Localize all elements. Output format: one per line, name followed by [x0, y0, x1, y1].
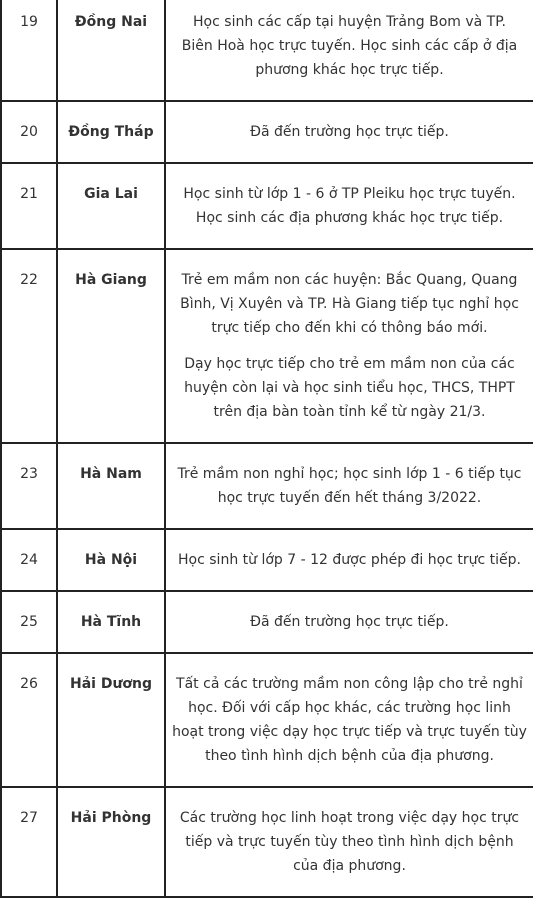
- row-number: 21: [1, 163, 57, 249]
- status-paragraph: Dạy học trực tiếp cho trẻ em mầm non của các huyện còn lại và học sinh tiểu học, THCS, THPT trên địa bàn toàn tỉnh kể từ ngày 21/3.: [184, 356, 515, 420]
- province-name: Hà Nội: [57, 529, 165, 591]
- status-paragraph: Đã đến trường học trực tiếp.: [250, 614, 449, 630]
- table-row: [1, 591, 533, 653]
- schooling-status: [165, 653, 533, 787]
- table-row: [1, 443, 533, 529]
- status-paragraph: Tất cả các trường mầm non công lập cho trẻ nghỉ học. Đối với cấp học khác, các trường học linh hoạt trong việc dạy học trực tiếp và trực tuyến tùy theo tình hình dịch bệnh của địa phương.: [172, 676, 527, 764]
- status-paragraph: Học sinh từ lớp 1 - 6 ở TP Pleiku học trực tuyến. Học sinh các địa phương khác học trực tiếp.: [183, 186, 516, 226]
- schooling-status: [165, 163, 533, 249]
- row-number: 20: [1, 101, 57, 163]
- status-paragraph: Trẻ mầm non nghỉ học; học sinh lớp 1 - 6 tiếp tục học trực tuyến đến hết tháng 3/2022.: [177, 466, 522, 506]
- row-number: 19: [1, 0, 57, 101]
- schooling-status: [165, 101, 533, 163]
- table-row: [1, 653, 533, 787]
- province-name: Hà Giang: [57, 249, 165, 443]
- table-row: [1, 163, 533, 249]
- province-name: Hải Phòng: [57, 787, 165, 897]
- status-paragraph: Học sinh các cấp tại huyện Trảng Bom và TP. Biên Hoà học trực tuyến. Học sinh các cấp ở địa phương khác học trực tiếp.: [181, 14, 518, 78]
- table-row: [1, 787, 533, 897]
- table-row: [1, 101, 533, 163]
- row-number: 26: [1, 653, 57, 787]
- schooling-status: [165, 787, 533, 897]
- schooling-status: [165, 529, 533, 591]
- status-paragraph: Học sinh từ lớp 7 - 12 được phép đi học trực tiếp.: [178, 552, 521, 568]
- schooling-status: [165, 0, 533, 101]
- province-name: Hà Tĩnh: [57, 591, 165, 653]
- table-row: [1, 249, 533, 443]
- schooling-status: [165, 443, 533, 529]
- table-row: [1, 0, 533, 101]
- row-number: 22: [1, 249, 57, 443]
- schooling-status: [165, 591, 533, 653]
- table-body: [1, 0, 533, 897]
- status-paragraph: Đã đến trường học trực tiếp.: [250, 124, 449, 140]
- table-row: [1, 529, 533, 591]
- province-name: Đồng Tháp: [57, 101, 165, 163]
- status-paragraph: Các trường học linh hoạt trong việc dạy học trực tiếp và trực tuyến tùy theo tình hình dịch bệnh của địa phương.: [179, 810, 520, 874]
- row-number: 24: [1, 529, 57, 591]
- row-number: 23: [1, 443, 57, 529]
- row-number: 27: [1, 787, 57, 897]
- province-name: Hà Nam: [57, 443, 165, 529]
- schooling-status: [165, 249, 533, 443]
- province-name: Hải Dương: [57, 653, 165, 787]
- province-name: Đồng Nai: [57, 0, 165, 101]
- province-name: Gia Lai: [57, 163, 165, 249]
- row-number: 25: [1, 591, 57, 653]
- status-paragraph: Trẻ em mầm non các huyện: Bắc Quang, Quang Bình, Vị Xuyên và TP. Hà Giang tiếp tục nghỉ học trực tiếp cho đến khi có thông báo mới.: [180, 272, 519, 336]
